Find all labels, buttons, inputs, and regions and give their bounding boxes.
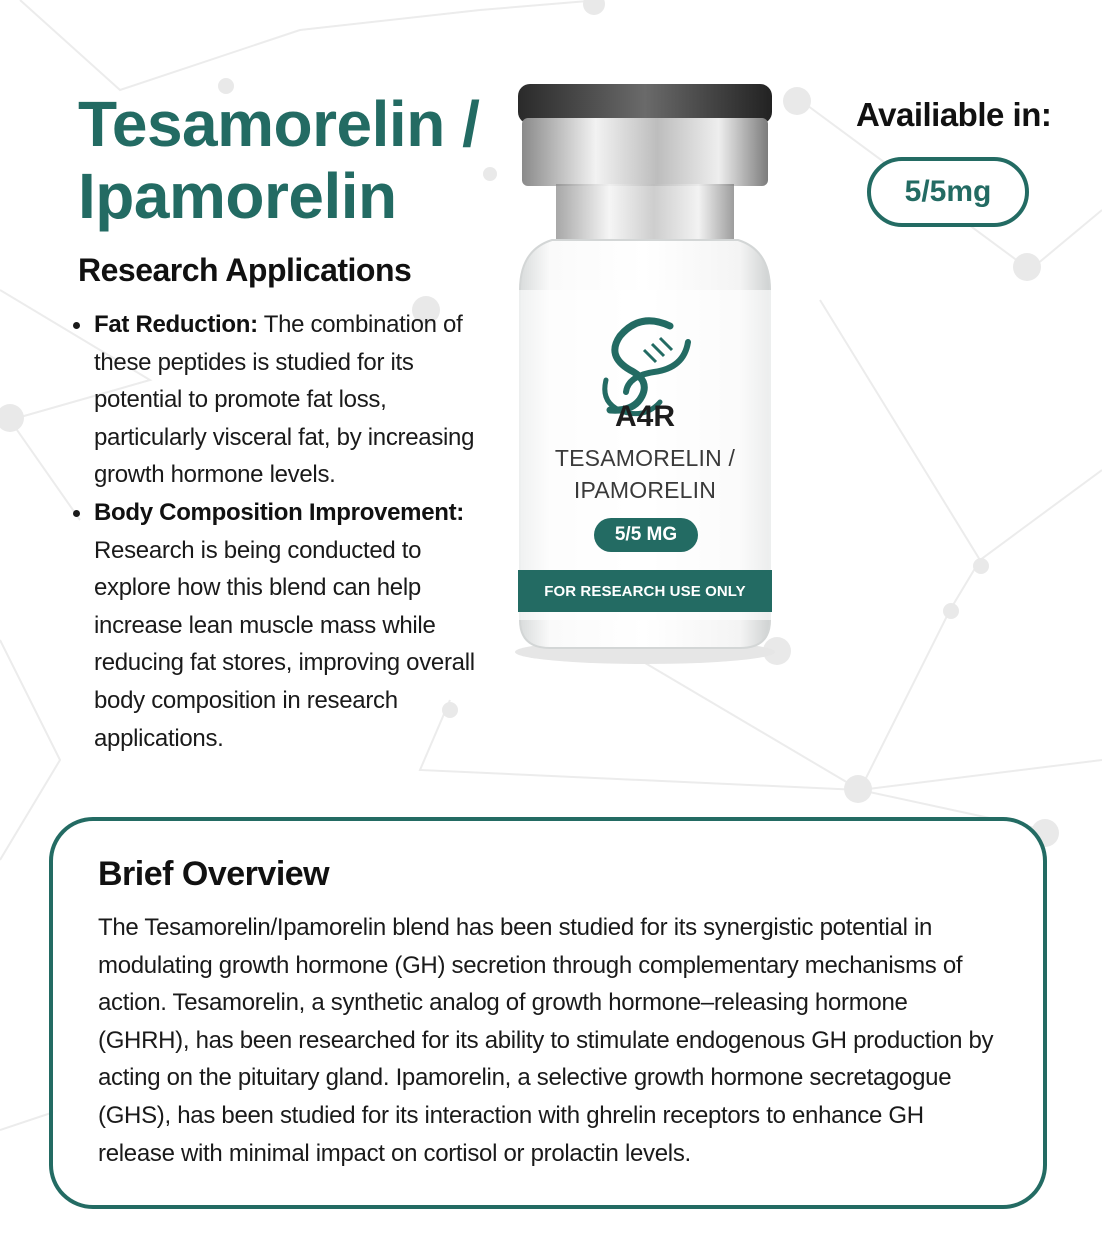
vial-name-line2: IPAMORELIN [573,477,717,503]
overview-heading: Brief Overview [98,855,330,893]
product-title-line1: Tesamorelin / [78,88,480,160]
dosage-option-pill[interactable]: 5/5mg [867,157,1029,227]
research-applications-heading: Research Applications [78,252,412,288]
list-item-label: Body Composition Improvement: [94,498,464,526]
product-vial-image [500,80,790,670]
product-title [78,88,479,232]
availability-label: Availiable in: [856,96,1052,133]
list-item [72,306,502,494]
product-title-line2: Ipamorelin [78,160,397,232]
vial-dose-badge: 5/5 MG [594,518,698,552]
list-item-text: The combination of these peptides is studied for its potential to promote fat loss, particularly visceral fat, by increasing growth hormone levels. [94,311,475,489]
list-item-text: Research is being conducted to explore how this blend can help increase lean muscle mass while reducing fat stores, improving overall body composition in research applications. [94,536,475,752]
brief-overview-card [49,817,1047,1209]
vial-name-line1: TESAMORELIN / [554,445,736,471]
vial-research-band: FOR RESEARCH USE ONLY [518,570,772,612]
vial-product-name [500,442,790,506]
list-item [72,494,502,757]
overview-body: The Tesamorelin/Ipamorelin blend has been studied for its synergistic potential in modulating growth hormone (GH) secretion through complementary mechanisms of action. Tesamorelin, a synthetic analog of growth hormone–releasing hormone (GHRH), has been researched for its ability to stimulate endogenous GH production by acting on the pituitary gland. Ipamorelin, a selective growth hormone secretagogue (GHS), has been studied for its interaction with ghrelin receptors to enhance GH release with minimal impact on cortisol or prolactin levels. [98,914,994,1167]
research-applications-list [72,306,502,757]
vial-brand: A4R [614,400,675,433]
list-item-label: Fat Reduction: [94,311,258,338]
